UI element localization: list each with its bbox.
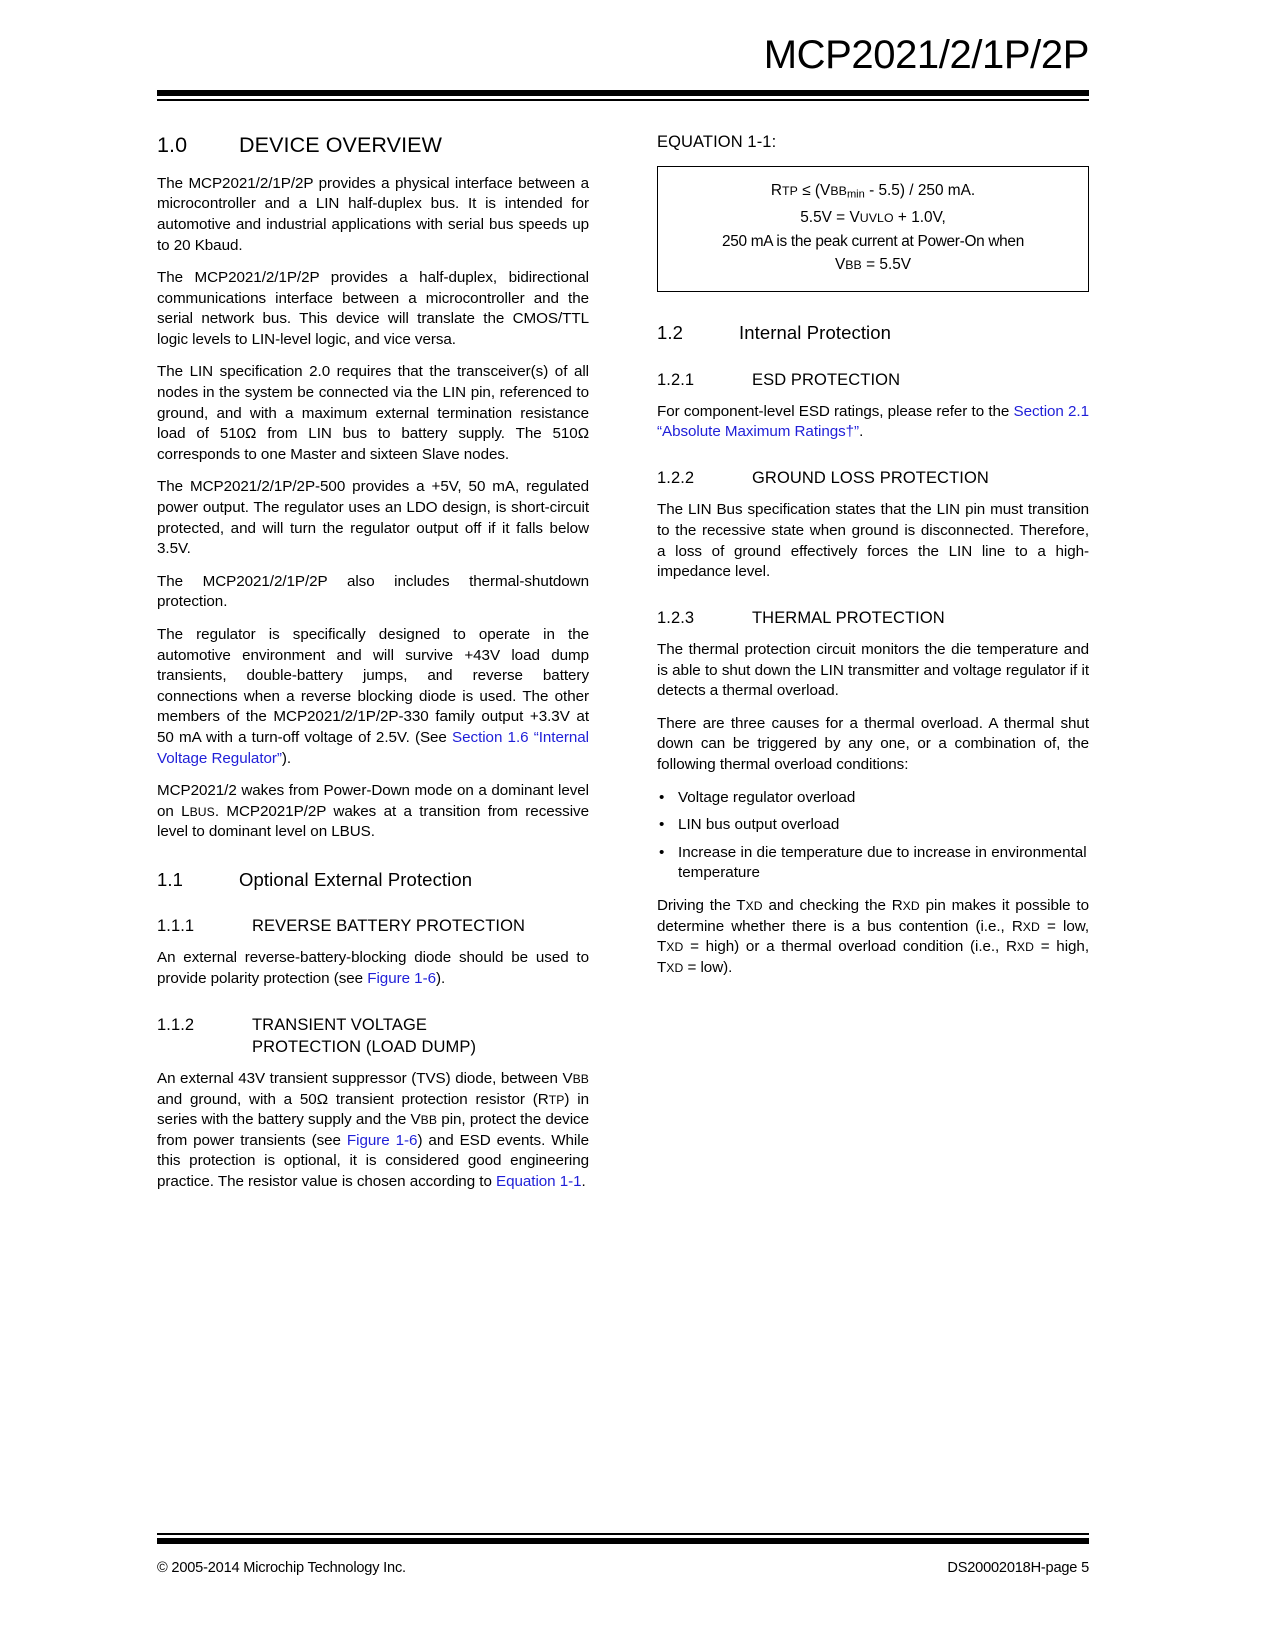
paragraph-thermal-2: There are three causes for a thermal overload. A thermal shut down can be triggered by any one, or a combination of, the following thermal overload conditions: (657, 714, 1089, 773)
page-title: MCP2021/2/1P/2P (763, 33, 1089, 77)
link-figure-1-6-a[interactable]: Figure 1-6 (367, 969, 436, 987)
signal-rtp-subscript: TP (548, 1092, 565, 1107)
heading-1-2-1-title: ESD PROTECTION (752, 370, 901, 389)
thermal-overload-list (657, 788, 1089, 884)
heading-1-2-3-title: THERMAL PROTECTION (752, 608, 945, 627)
paragraph-overview-5: The MCP2021/2/1P/2P also includes thermal-shutdown protection. (157, 572, 589, 611)
heading-1-0 (157, 133, 589, 158)
eq4-v: V (834, 256, 846, 274)
heading-1-1-number: 1.1 (157, 868, 184, 890)
pt3-2: and checking the R (762, 896, 903, 914)
list-item: • Voltage regulator overload (657, 788, 1089, 809)
paragraph-overview-1: The MCP2021/2/1P/2P provides a physical interface between a microcontroller and a LIN half-duplex bus. It is intended for automotive and industrial applications with serial bus speeds up to 20 Kbaud. (157, 174, 589, 254)
heading-1-0-number: 1.0 (157, 133, 188, 157)
paragraph-wakeup (157, 781, 589, 843)
paragraph-ground-loss: The LIN Bus specification states that the LIN pin must transition to the recessive state when ground is disconnected. Therefore, a loss of ground effectively forces the LIN line to a high-impedance level. (657, 501, 1089, 581)
ptv-5: ) and ESD events. While this protection is optional, it is considered good engineering practice. The resistor value is chosen according to (157, 1131, 589, 1191)
heading-1-2-3-number: 1.2.3 (657, 608, 695, 627)
pt3-3: pin makes it possible to determine whether there is a bus contention (i.e., R (657, 896, 1089, 935)
paragraph-overview-4: The MCP2021/2/1P/2P-500 provides a +5V, 50 mA, regulated power output. The regulator uses an LDO design, is short-circuit protected, and will turn the regulator output off if it falls below 3.5V. (157, 478, 589, 558)
equation-line-3: 250 mA is the peak current at Power-On when (722, 233, 1024, 251)
paragraph-thermal-1: The thermal protection circuit monitors the die temperature and is able to shut down the LIN transmitter and voltage regulator if it detects a thermal overload. (657, 640, 1089, 700)
signal-vbb-subscript-1: BB (572, 1072, 589, 1087)
signal-rxd-subscript-2: XD (1022, 919, 1040, 934)
heading-1-1-2-title-line2: PROTECTION (LOAD DUMP) (252, 1037, 477, 1056)
pt3-1: Driving the T (657, 896, 746, 914)
footer-rule-group (157, 1533, 1089, 1544)
footer-copyright: © 2005-2014 Microchip Technology Inc. (157, 1560, 406, 1576)
paragraph-thermal-3 (657, 896, 1089, 978)
link-section-2-1[interactable]: Section 2.1 “Absolute Maximum Ratings†” (657, 402, 1089, 441)
footer-row (157, 1560, 1089, 1576)
paragraph-regulator-text-1: The regulator is specifically designed to operate in the automotive environment and will survive +43V load dump transients, double-battery jumps, and reverse battery connections when a reverse blocking diode is used. The other members of the MCP2021/2/1P/2P-330 family output +3.3V at 50 mA with a turn-off voltage of 2.5V. (See (157, 626, 589, 746)
heading-1-1-1 (157, 915, 589, 937)
heading-1-2-1-number: 1.2.1 (657, 370, 695, 389)
signal-vbb-subscript-2: BB (420, 1113, 438, 1128)
link-equation-1-1[interactable]: Equation 1-1 (496, 1173, 582, 1191)
heading-1-1-2 (157, 1014, 589, 1059)
paragraph-esd-text-2: . (859, 423, 864, 441)
header-rule-group (157, 90, 1089, 101)
pt3-7: = low). (683, 958, 733, 976)
equation-line-4 (668, 253, 1078, 277)
paragraph-overview-3: The LIN specification 2.0 requires that the transceiver(s) of all nodes in the system be connected via the LIN pin, referenced to ground, and with a maximum external termination resistance load of 510Ω from LIN bus to battery supply. The 510Ω corresponds to one Master and sixteen Slave nodes. (157, 363, 589, 463)
heading-1-2-2 (657, 467, 1089, 489)
heading-1-1-2-number: 1.1.2 (157, 1015, 195, 1034)
ptv-4: pin, protect the device from power transients (see (157, 1111, 589, 1149)
ptv-1: An external 43V transient suppressor (TVS) diode, between V (157, 1070, 573, 1088)
paragraph-transient-voltage (157, 1069, 589, 1193)
left-column (157, 133, 589, 1193)
equation-box (657, 166, 1089, 292)
paragraph-reverse-battery-text-2: ). (435, 969, 446, 987)
heading-1-2-number: 1.2 (657, 322, 684, 344)
signal-txd-subscript-1: XD (745, 898, 763, 913)
paragraph-wakeup-text-1: MCP2021/2 wakes from Power-Down mode on a dominant level on L (157, 782, 589, 820)
list-item: • Increase in die temperature due to increase in environmental temperature (657, 843, 1089, 884)
heading-1-1-title: Optional External Protection (239, 868, 473, 890)
signal-rxd-subscript-1: XD (902, 898, 920, 913)
footer-document-id: DS20002018H-page 5 (947, 1560, 1089, 1576)
paragraph-esd-text-1: For component-level ESD ratings, please refer to the (657, 402, 1014, 420)
eq1-r: R (770, 182, 782, 199)
ptv-6: . (581, 1173, 586, 1191)
eq4-bb-subscript: BB (845, 258, 862, 273)
eq4-rest: = 5.5V (861, 256, 912, 274)
eq1-operator: ≤ (V (797, 182, 831, 199)
header-rule-thick (157, 90, 1089, 96)
page-header (157, 34, 1089, 101)
eq1-min-subscript: min (846, 188, 865, 201)
paragraph-regulator-text-2: ). (281, 749, 292, 767)
list-item: • LIN bus output overload (657, 815, 1089, 836)
equation-line-2 (668, 206, 1078, 230)
equation-label: EQUATION 1-1: (657, 133, 777, 151)
heading-1-2-1 (657, 369, 1089, 391)
paragraph-overview-2: The MCP2021/2/1P/2P provides a half-duplex, bidirectional communications interface between a microcontroller and the serial network bus. This device will translate the CMOS/TTL logic levels to LIN-level logic, and vice versa. (157, 269, 589, 348)
heading-1-2-2-title: GROUND LOSS PROTECTION (752, 469, 989, 488)
pt3-6: = high, T (657, 938, 1089, 976)
eq1-v-subscript: BB (830, 184, 847, 198)
link-section-1-6[interactable]: Section 1.6 “Internal Voltage Regulator” (157, 728, 589, 767)
eq2-rhs: + 1.0V, (893, 209, 946, 227)
eq2-lhs: 5.5V = V (800, 209, 860, 227)
heading-1-2 (657, 322, 1089, 344)
signal-txd-subscript-2: XD (666, 940, 684, 955)
paragraph-regulator (157, 625, 589, 769)
heading-1-2-title: Internal Protection (739, 322, 892, 344)
heading-1-1-1-number: 1.1.1 (157, 917, 195, 936)
heading-1-2-3 (657, 607, 1089, 629)
right-column (657, 133, 1089, 978)
heading-1-2-2-number: 1.2.2 (657, 469, 695, 488)
paragraph-reverse-battery-text-1: An external reverse-battery-blocking diode should be used to provide polarity protection (see (157, 949, 589, 987)
heading-1-1-2-title (252, 1014, 572, 1059)
eq1-r-subscript: TP (781, 184, 798, 198)
eq2-uvlo-subscript: UVLO (859, 211, 894, 226)
eq1-rest: - 5.5) / 250 mA. (864, 182, 976, 199)
pt3-5: = high) or a thermal overload condition (i.e., R (683, 938, 1017, 956)
heading-1-1-1-title: REVERSE BATTERY PROTECTION (252, 917, 526, 936)
paragraph-wakeup-text-2: . MCP2021P/2P wakes at a transition from recessive level to dominant level on LBUS. (157, 802, 589, 841)
ptv-3: ) in series with the battery supply and the V (157, 1090, 589, 1129)
link-figure-1-6-b[interactable]: Figure 1-6 (346, 1131, 418, 1149)
heading-1-1 (157, 869, 589, 891)
paragraph-reverse-battery (157, 948, 589, 989)
page-footer (157, 1533, 1089, 1576)
ptv-2: and ground, with a 50Ω transient protection resistor (R (157, 1090, 549, 1108)
equation-line-1 (668, 179, 1078, 206)
signal-lbus-subscript: BUS (189, 804, 215, 819)
signal-txd-subscript-3: XD (666, 960, 684, 975)
heading-1-1-2-title-line1: TRANSIENT VOLTAGE (252, 1015, 427, 1034)
footer-rule-thick (157, 1538, 1089, 1544)
paragraph-esd (657, 402, 1089, 443)
footer-rule-thin (157, 1533, 1089, 1535)
header-rule-thin (157, 99, 1089, 101)
heading-1-0-title: DEVICE OVERVIEW (239, 133, 443, 157)
pt3-4: = low, T (657, 917, 1089, 956)
signal-rxd-subscript-3: XD (1016, 940, 1034, 955)
